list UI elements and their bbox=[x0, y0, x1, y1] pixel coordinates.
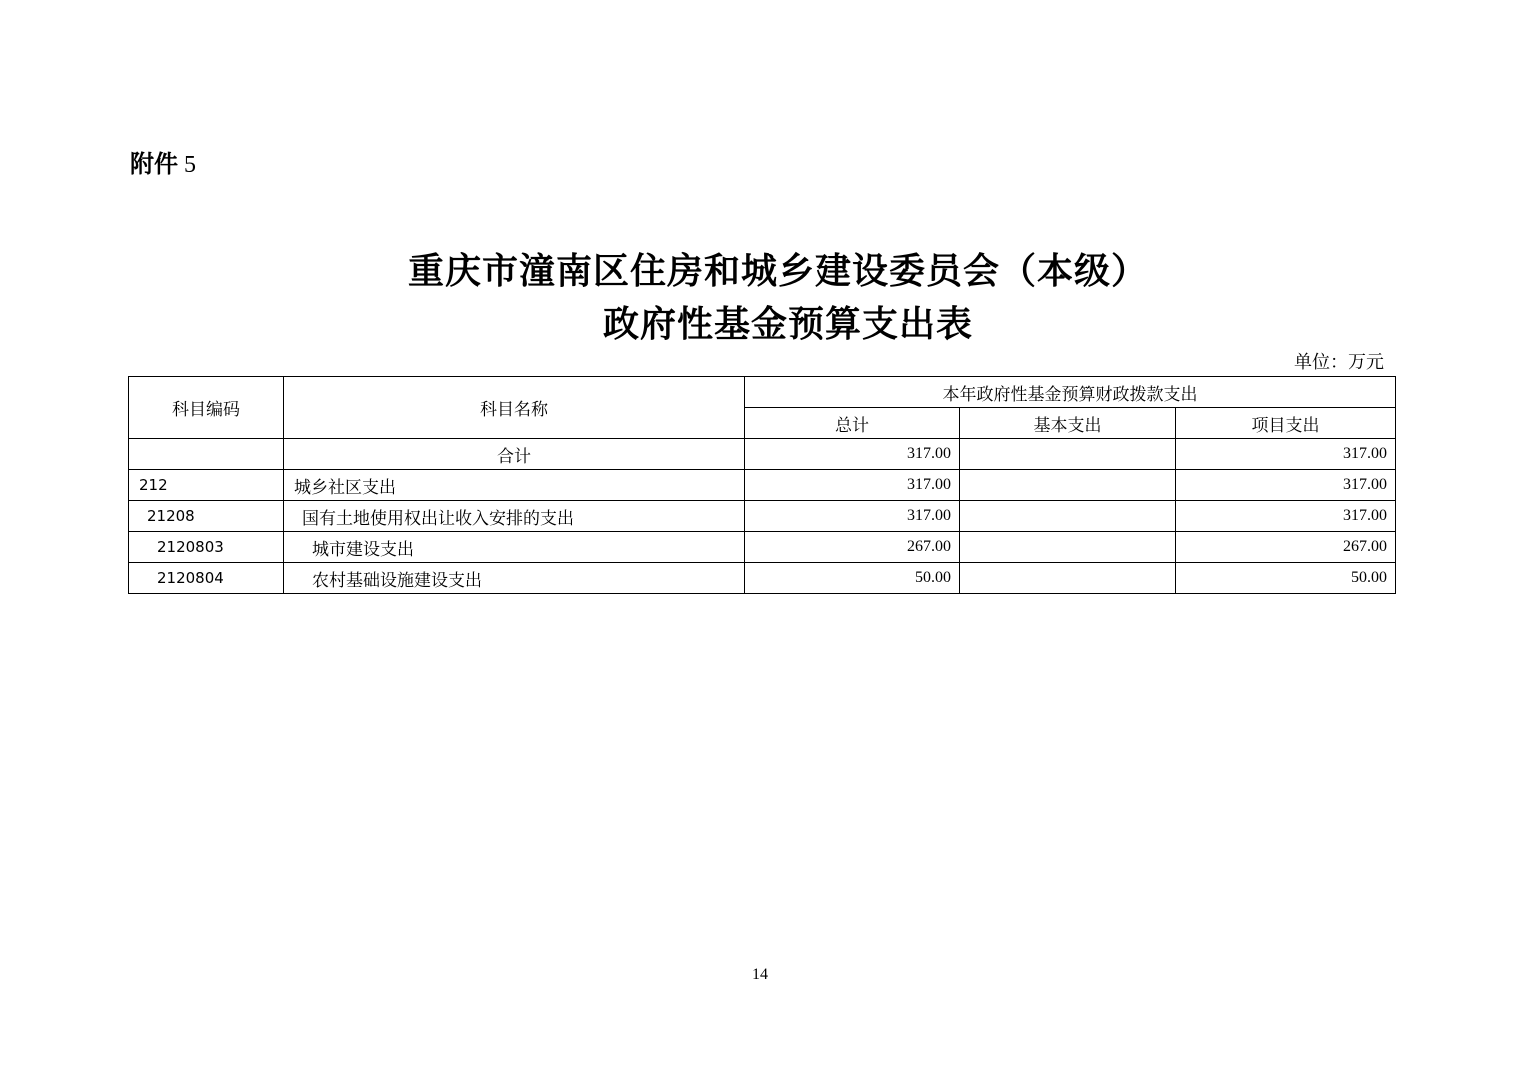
header-group: 本年政府性基金预算财政拨款支出 bbox=[745, 377, 1396, 408]
row-total: 317.00 bbox=[745, 501, 960, 532]
attachment-number: 5 bbox=[184, 152, 196, 178]
header-total: 总计 bbox=[745, 408, 960, 439]
unit-label: 单位：万元 bbox=[1294, 352, 1384, 373]
attachment-text: 附件 bbox=[130, 149, 178, 178]
row-code: 2120804 bbox=[129, 563, 284, 594]
row-basic bbox=[960, 532, 1176, 563]
attachment-label bbox=[130, 144, 196, 179]
table-row bbox=[129, 532, 1396, 563]
document-title-line1: 重庆市潼南区住房和城乡建设委员会（本级） bbox=[407, 250, 1148, 292]
header-name: 科目名称 bbox=[284, 377, 745, 439]
row-name: 城市建设支出 bbox=[284, 532, 745, 563]
page-number: 14 bbox=[752, 966, 768, 983]
row-code: 2120803 bbox=[129, 532, 284, 563]
total-sum: 317.00 bbox=[745, 439, 960, 470]
row-basic bbox=[960, 501, 1176, 532]
row-name: 城乡社区支出 bbox=[284, 470, 745, 501]
row-basic bbox=[960, 470, 1176, 501]
total-label: 合计 bbox=[284, 439, 745, 470]
total-row bbox=[129, 439, 1396, 470]
row-project: 317.00 bbox=[1176, 501, 1396, 532]
table-row bbox=[129, 470, 1396, 501]
row-code: 21208 bbox=[129, 501, 284, 532]
total-code-cell bbox=[129, 439, 284, 470]
table-row bbox=[129, 563, 1396, 594]
row-project: 317.00 bbox=[1176, 470, 1396, 501]
budget-table bbox=[128, 376, 1396, 594]
row-project: 50.00 bbox=[1176, 563, 1396, 594]
header-code: 科目编码 bbox=[129, 377, 284, 439]
row-total: 317.00 bbox=[745, 470, 960, 501]
row-code: 212 bbox=[129, 470, 284, 501]
total-project: 317.00 bbox=[1176, 439, 1396, 470]
table-row bbox=[129, 501, 1396, 532]
row-name: 农村基础设施建设支出 bbox=[284, 563, 745, 594]
row-basic bbox=[960, 563, 1176, 594]
header-basic: 基本支出 bbox=[960, 408, 1176, 439]
header-row-1 bbox=[129, 377, 1396, 408]
row-total: 50.00 bbox=[745, 563, 960, 594]
document-title-line2: 政府性基金预算支出表 bbox=[602, 303, 973, 345]
row-total: 267.00 bbox=[745, 532, 960, 563]
total-basic bbox=[960, 439, 1176, 470]
row-name: 国有土地使用权出让收入安排的支出 bbox=[284, 501, 745, 532]
header-project: 项目支出 bbox=[1176, 408, 1396, 439]
row-project: 267.00 bbox=[1176, 532, 1396, 563]
